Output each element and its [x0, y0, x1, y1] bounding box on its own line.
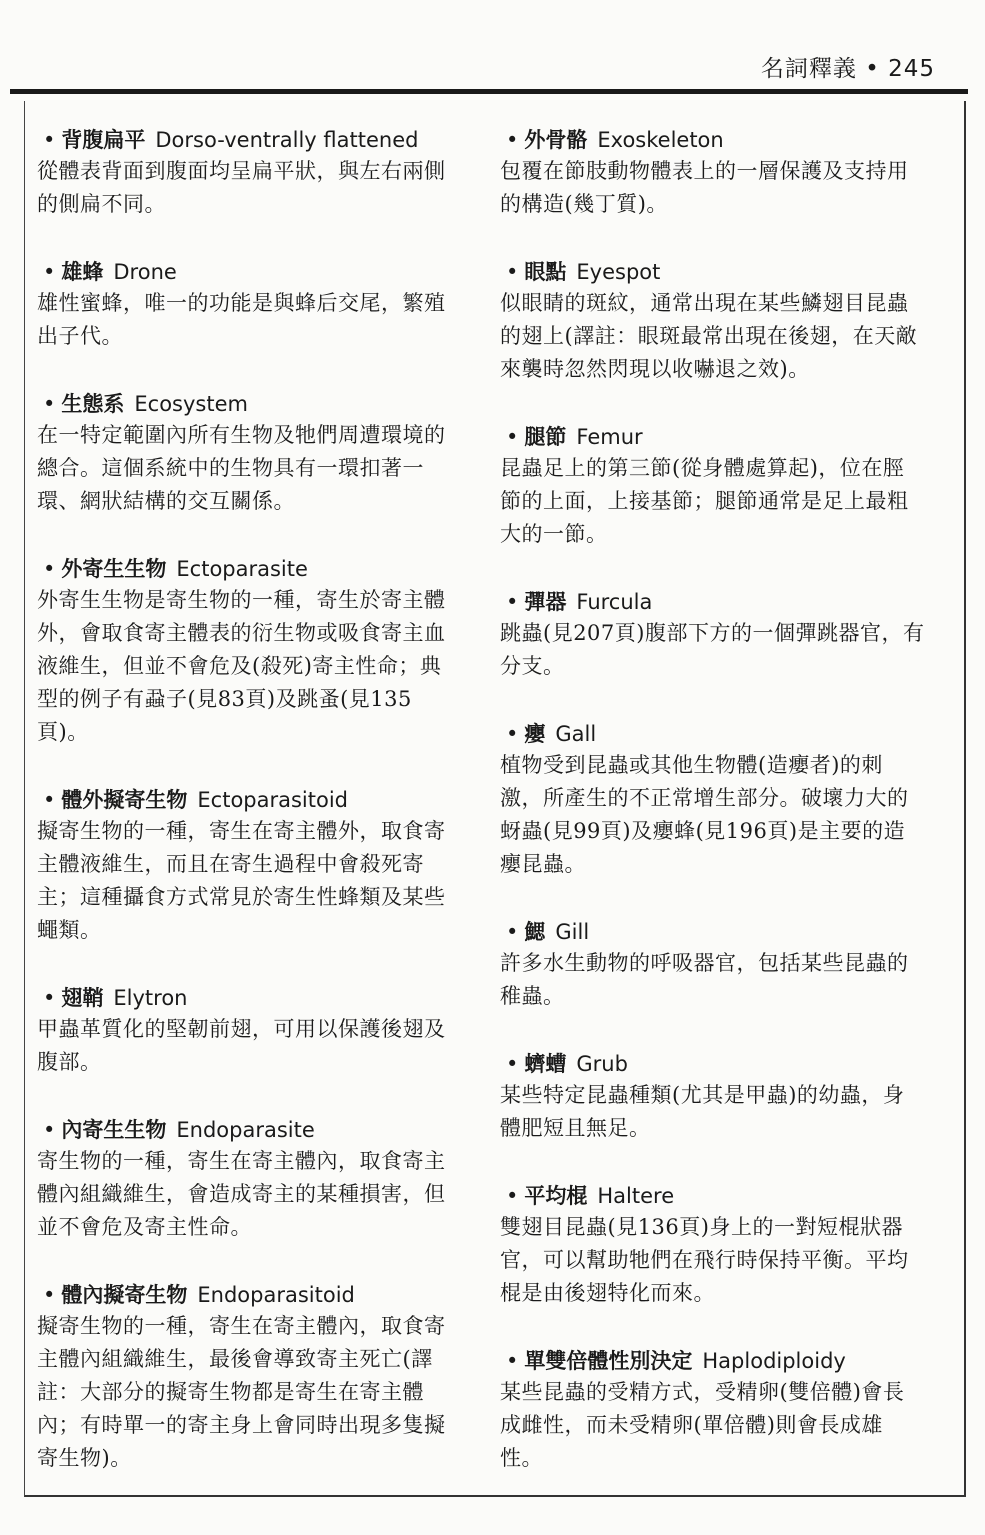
glossary-entry — [37, 257, 462, 353]
term-english: Ectoparasitoid — [197, 788, 349, 812]
term-chinese: 翅鞘 — [61, 986, 104, 1010]
entry-definition: 雙翅目昆蟲(見136頁)身上的一對短棍狀器官，可以幫助牠們在飛行時保持平衡。平均棍是由後翅特化而來。 — [500, 1215, 909, 1305]
bullet-icon: • — [43, 260, 56, 284]
term-english: Dorso-ventrally flattened — [155, 128, 419, 152]
entry-definition: 外寄生生物是寄生物的一種，寄生於寄主體外，會取食寄主體表的衍生物或吸食寄主血液維生，但並不會危及(殺死)寄主性命；典型的例子有蝨子(見83頁)及跳蚤(見135頁)。 — [37, 588, 446, 744]
term-english: Exoskeleton — [597, 128, 724, 152]
glossary-entry — [37, 785, 462, 947]
entry-term — [500, 257, 925, 287]
bullet-icon: • — [506, 1349, 519, 1373]
entry-term — [500, 719, 925, 749]
entry-term — [500, 125, 925, 155]
term-english: Endoparasitoid — [197, 1283, 355, 1307]
entry-definition: 昆蟲足上的第三節(從身體處算起)，位在脛節的上面，上接基節；腿節通常是足上最粗大的一節。 — [500, 456, 909, 546]
glossary-entry — [500, 587, 925, 683]
term-chinese: 腿節 — [524, 425, 567, 449]
glossary-entry — [500, 422, 925, 551]
entry-definition: 甲蟲革質化的堅韌前翅，可用以保護後翅及腹部。 — [37, 1017, 446, 1074]
term-english: Drone — [113, 260, 177, 284]
bullet-icon: • — [506, 1052, 519, 1076]
entry-definition: 擬寄生物的一種，寄生在寄主體內，取食寄主體內組織維生，最後會導致寄主死亡(譯註：大部分的擬寄生物都是寄生在寄主體內；有時單一的寄主身上會同時出現多隻擬寄生物)。 — [37, 1314, 446, 1470]
entry-definition: 似眼睛的斑紋，通常出現在某些鱗翅目昆蟲的翅上(譯註：眼斑最常出現在後翅，在天敵來襲時忽然閃現以收嚇退之效)。 — [500, 291, 918, 381]
entry-term — [500, 1346, 925, 1376]
term-english: Haplodiploidy — [702, 1349, 846, 1373]
glossary-entry — [37, 1115, 462, 1244]
left-column — [37, 125, 462, 1511]
bullet-icon: • — [43, 986, 56, 1010]
bullet-icon: • — [506, 128, 519, 152]
entry-term — [37, 257, 462, 287]
term-chinese: 平均棍 — [524, 1184, 588, 1208]
term-chinese: 癭 — [524, 722, 546, 746]
term-chinese: 雄蜂 — [61, 260, 104, 284]
term-english: Elytron — [113, 986, 188, 1010]
entry-definition: 寄生物的一種，寄生在寄主體內，取食寄主體內組織維生，會造成寄主的某種損害，但並不會危及寄主性命。 — [37, 1149, 446, 1239]
bullet-icon: • — [506, 920, 519, 944]
bullet-icon: • — [43, 392, 56, 416]
header-rule — [10, 89, 968, 94]
entry-term — [500, 1181, 925, 1211]
term-english: Haltere — [597, 1184, 675, 1208]
header-separator: • — [865, 56, 880, 82]
entry-definition: 包覆在節肢動物體表上的一層保護及支持用的構造(幾丁質)。 — [500, 159, 909, 216]
bullet-icon: • — [43, 557, 56, 581]
term-english: Gill — [555, 920, 590, 944]
glossary-entry — [37, 1280, 462, 1475]
entry-definition: 植物受到昆蟲或其他生物體(造癭者)的刺激，所產生的不正常增生部分。破壞力大的蚜蟲(見99頁)及癭蜂(見196頁)是主要的造癭昆蟲。 — [500, 753, 909, 876]
term-chinese: 鰓 — [524, 920, 546, 944]
glossary-entry — [500, 917, 925, 1013]
running-header — [761, 50, 935, 83]
entry-term — [37, 389, 462, 419]
glossary-entry — [37, 983, 462, 1079]
entry-definition: 許多水生動物的呼吸器官，包括某些昆蟲的稚蟲。 — [500, 951, 909, 1008]
glossary-entry — [500, 1346, 925, 1475]
entry-definition: 雄性蜜蜂，唯一的功能是與蜂后交尾，繁殖出子代。 — [37, 291, 446, 348]
term-english: Ectoparasite — [176, 557, 308, 581]
glossary-entry — [500, 1049, 925, 1145]
term-english: Femur — [576, 425, 643, 449]
header-title: 名詞釋義 — [760, 56, 857, 82]
entry-definition: 在一特定範圍內所有生物及牠們周遭環境的總合。這個系統中的生物具有一環扣著一環、網狀結構的交互關係。 — [37, 423, 446, 513]
term-english: Grub — [576, 1052, 628, 1076]
term-chinese: 背腹扁平 — [61, 128, 146, 152]
glossary-entry — [500, 1181, 925, 1310]
term-chinese: 蠐螬 — [524, 1052, 567, 1076]
glossary-entry — [37, 125, 462, 221]
bullet-icon: • — [43, 788, 56, 812]
term-chinese: 體外擬寄生物 — [61, 788, 188, 812]
glossary-entry — [500, 125, 925, 221]
entry-term — [500, 422, 925, 452]
entry-term — [37, 125, 462, 155]
entry-term — [37, 1115, 462, 1145]
term-chinese: 彈器 — [524, 590, 567, 614]
entry-term — [500, 917, 925, 947]
bullet-icon: • — [506, 1184, 519, 1208]
bullet-icon: • — [506, 425, 519, 449]
glossary-entry — [500, 257, 925, 386]
term-chinese: 內寄生生物 — [61, 1118, 167, 1142]
entry-definition: 跳蟲(見207頁)腹部下方的一個彈跳器官，有分支。 — [500, 621, 925, 678]
entry-term — [37, 785, 462, 815]
entry-term — [37, 983, 462, 1013]
entry-definition: 從體表背面到腹面均呈扁平狀，與左右兩側的側扁不同。 — [37, 159, 446, 216]
entry-definition: 某些昆蟲的受精方式，受精卵(雙倍體)會長成雌性，而未受精卵(單倍體)則會長成雄性。 — [500, 1380, 905, 1470]
entry-definition: 某些特定昆蟲種類(尤其是甲蟲)的幼蟲，身體肥短且無足。 — [500, 1083, 905, 1140]
glossary-entry — [37, 554, 462, 749]
entry-term — [37, 554, 462, 584]
bullet-icon: • — [506, 590, 519, 614]
entry-term — [37, 1280, 462, 1310]
term-english: Gall — [555, 722, 597, 746]
term-english: Furcula — [576, 590, 653, 614]
bullet-icon: • — [43, 1283, 56, 1307]
term-chinese: 外寄生生物 — [61, 557, 167, 581]
glossary-entry — [500, 719, 925, 881]
entry-definition: 擬寄生物的一種，寄生在寄主體外，取食寄主體液維生，而且在寄生過程中會殺死寄主；這種攝食方式常見於寄生性蜂類及某些蠅類。 — [37, 819, 446, 942]
term-chinese: 眼點 — [524, 260, 567, 284]
term-english: Ecosystem — [134, 392, 248, 416]
bullet-icon: • — [43, 128, 56, 152]
bullet-icon: • — [506, 722, 519, 746]
glossary-entry — [37, 389, 462, 518]
term-chinese: 生態系 — [61, 392, 125, 416]
term-english: Eyespot — [576, 260, 661, 284]
bullet-icon: • — [43, 1118, 56, 1142]
right-column — [500, 125, 925, 1511]
term-chinese: 體內擬寄生物 — [61, 1283, 188, 1307]
term-chinese: 單雙倍體性別決定 — [524, 1349, 693, 1373]
term-chinese: 外骨骼 — [524, 128, 588, 152]
entry-term — [500, 1049, 925, 1079]
page-number: 245 — [888, 56, 935, 82]
bullet-icon: • — [506, 260, 519, 284]
term-english: Endoparasite — [176, 1118, 315, 1142]
entry-term — [500, 587, 925, 617]
